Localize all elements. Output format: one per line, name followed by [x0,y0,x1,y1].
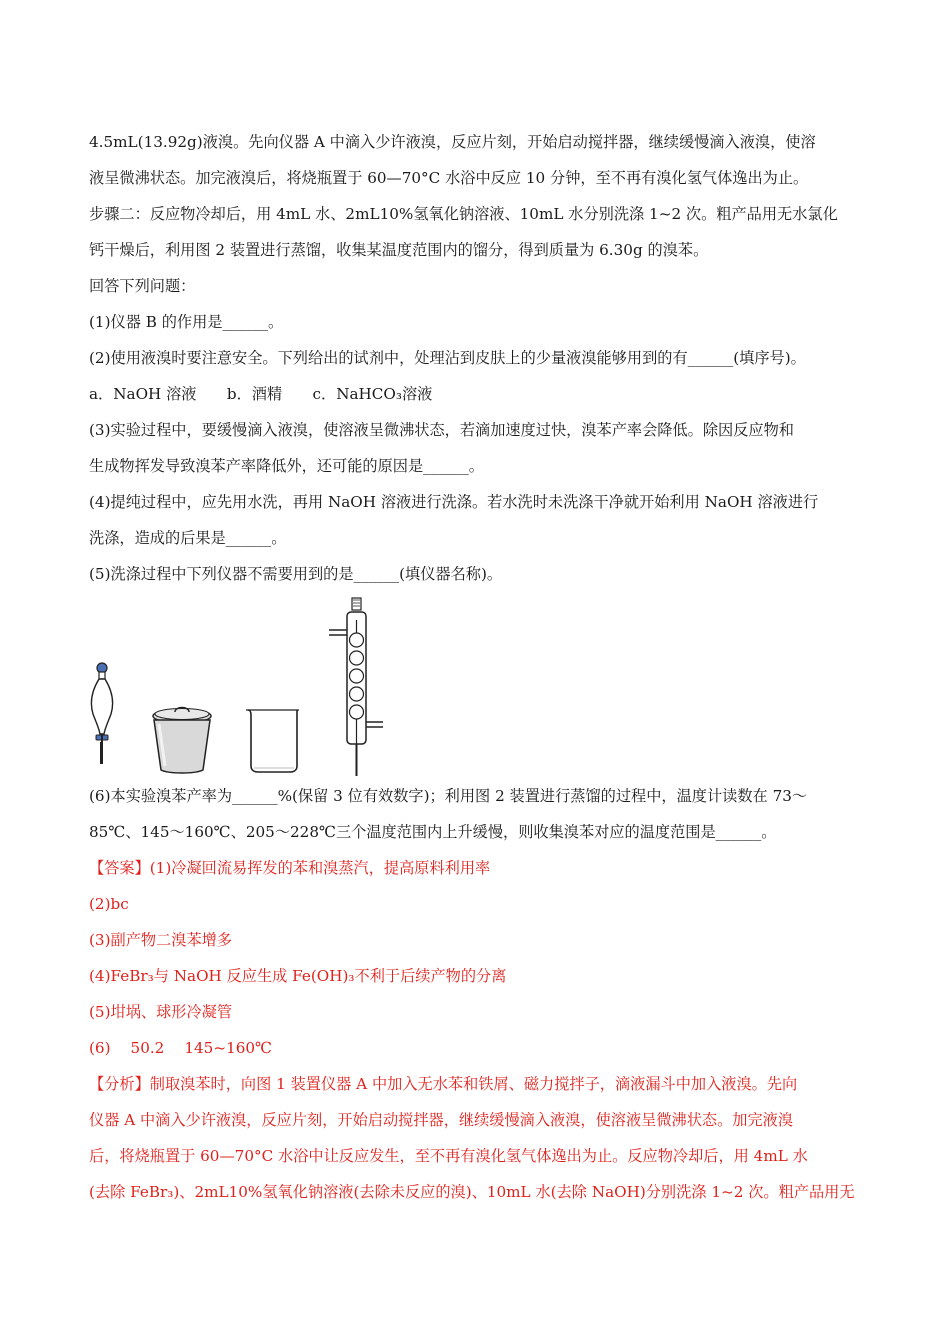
analysis-line: (去除 FeBr₃)、2mL10%氢氧化钠溶液(去除未反应的溴)、10mL 水(去除 NaOH)分别洗涤 1~2 次。粗产品用无 [89,1183,855,1201]
question-line: (5)洗涤过程中下列仪器不需要用到的是______(填仪器名称)。 [89,565,503,583]
analysis-line: 仪器 A 中滴入少许液溴，反应片刻，开始启动搅拌器，继续缓慢滴入液溴，使溶液呈微沸状态。加完液溴 [89,1111,794,1129]
question-line: (6)本实验溴苯产率为______%(保留 3 位有效数字)；利用图 2 装置进行蒸馏的过程中，温度计读数在 73～ [89,787,808,805]
beaker-icon [244,706,304,776]
answer-line: (6) 50.2 145~160℃ [89,1039,273,1057]
analysis-line: 【分析】制取溴苯时，向图 1 装置仪器 A 中加入无水苯和铁屑、磁力搅拌子，滴液漏斗中加入液溴。先向 [89,1075,798,1093]
answer-line: (5)坩埚、球形冷凝管 [89,1003,233,1021]
question-line: 钙干燥后，利用图 2 装置进行蒸馏，收集某温度范围内的馏分，得到质量为 6.30g 的溴苯。 [89,241,709,259]
question-line: 85℃、145～160℃、205～228℃三个温度范围内上升缓慢，则收集溴苯对应的温度范围是______。 [89,823,777,841]
analysis-line: 后，将烧瓶置于 60—70°C 水浴中让反应发生，至不再有溴化氢气体逸出为止。反应物冷却后，用 4mL 水 [89,1147,808,1165]
crucible-icon [149,702,215,776]
question-line: (4)提纯过程中，应先用水洗，再用 NaOH 溶液进行洗涤。若水洗时未洗涤干净就开始利用 NaOH 溶液进行 [89,493,819,511]
bulb-condenser-icon [327,596,387,778]
question-line: (1)仪器 B 的作用是______。 [89,313,284,331]
document-page [89,124,861,1210]
question-line: 生成物挥发导致溴苯产率降低外，还可能的原因是______。 [89,457,484,475]
question-line: 4.5mL(13.92g)液溴。先向仪器 A 中滴入少许液溴，反应片刻，开始启动搅拌器，继续缓慢滴入液溴，使溶 [89,133,816,151]
question-line: 步骤二：反应物冷却后，用 4mL 水、2mL10%氢氧化钠溶液、10mL 水分别洗涤 1~2 次。粗产品用无水氯化 [89,205,838,223]
answer-line: 【答案】(1)冷凝回流易挥发的苯和溴蒸汽，提高原料利用率 [89,859,491,877]
separatory-funnel-icon [89,662,115,772]
question-line: 液呈微沸状态。加完液溴后，将烧瓶置于 60—70°C 水浴中反应 10 分钟，至不再有溴化氢气体逸出为止。 [89,169,809,187]
answer-line: (4)FeBr₃与 NaOH 反应生成 Fe(OH)₃不利于后续产物的分离 [89,967,507,985]
question-line: (3)实验过程中，要缓慢滴入液溴，使溶液呈微沸状态，若滴加速度过快，溴苯产率会降低。除因反应物和 [89,421,794,439]
question-options: a．NaOH 溶液 b．酒精 c．NaHCO₃溶液 [89,385,433,403]
apparatus-figures [89,592,861,778]
answer-line: (3)副产物二溴苯增多 [89,931,233,949]
question-line: 洗涤，造成的后果是______。 [89,529,287,547]
answer-line: (2)bc [89,895,129,913]
question-line: (2)使用液溴时要注意安全。下列给出的试剂中，处理沾到皮肤上的少量液溴能够用到的有______(填序号)。 [89,349,806,367]
question-line: 回答下列问题： [89,277,196,295]
